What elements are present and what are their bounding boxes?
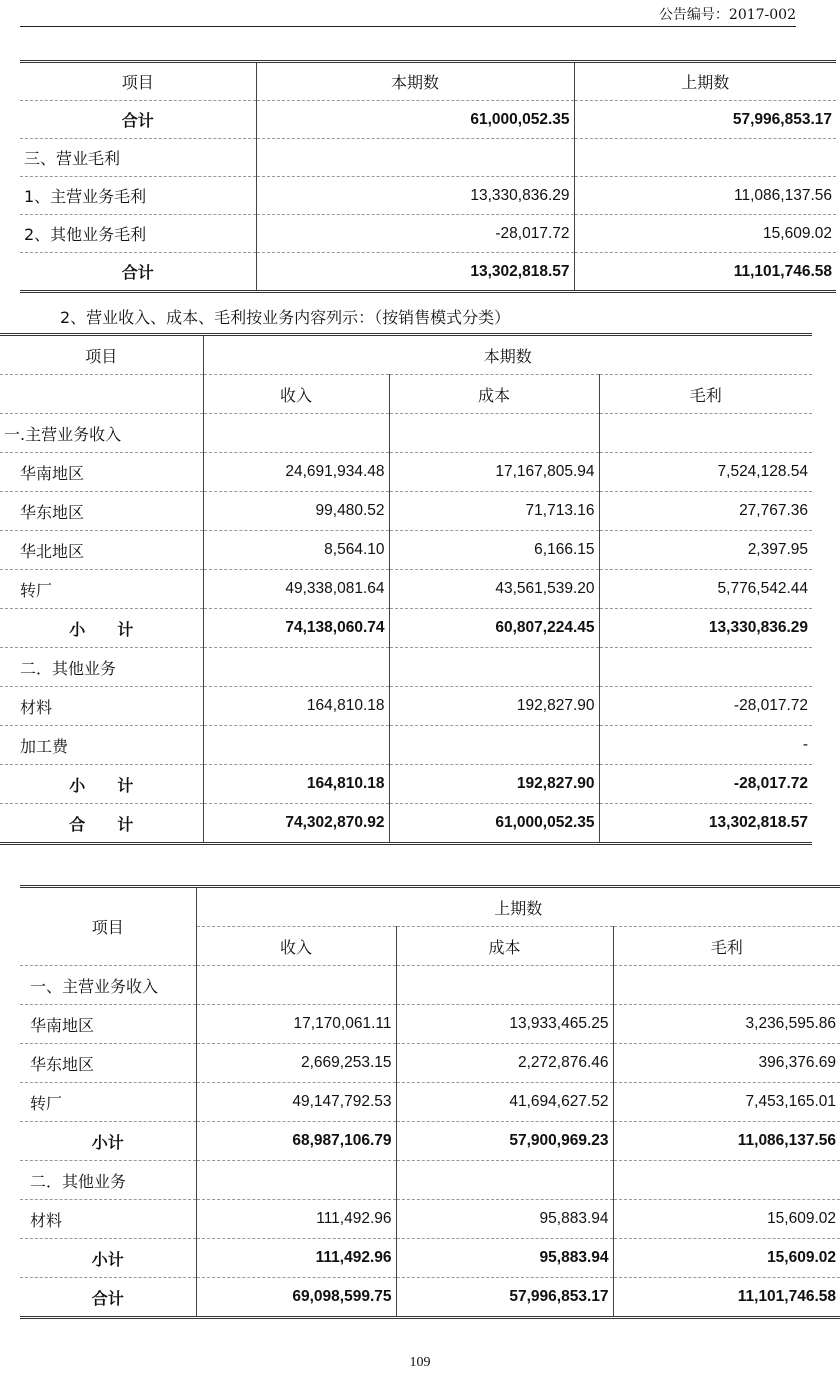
cell: 3,236,595.86 xyxy=(613,1005,840,1044)
cell: 2,397.95 xyxy=(599,531,812,570)
cell xyxy=(196,1161,396,1200)
cell: 57,900,969.23 xyxy=(396,1122,613,1161)
table-row xyxy=(20,215,836,253)
cell: 17,170,061.11 xyxy=(196,1005,396,1044)
cell: 13,330,836.29 xyxy=(599,609,812,648)
cell: 74,302,870.92 xyxy=(203,804,389,844)
section-caption: 2、营业收入、成本、毛利按业务内容列示：（按销售模式分类） xyxy=(60,308,511,327)
cell: 61,000,052.35 xyxy=(256,101,574,139)
cell: -28,017.72 xyxy=(599,687,812,726)
cell: 2,272,876.46 xyxy=(396,1044,613,1083)
table-row xyxy=(20,1083,840,1122)
row-label: 合计 xyxy=(20,253,256,292)
row-label: 一、主营业务收入 xyxy=(20,966,196,1005)
table-row xyxy=(0,414,812,453)
cell: 192,827.90 xyxy=(389,687,599,726)
row-label: 合 计 xyxy=(0,804,203,844)
cell: 49,338,081.64 xyxy=(203,570,389,609)
current-period-breakdown-table xyxy=(0,333,812,845)
row-label: 转厂 xyxy=(0,570,203,609)
cell: 61,000,052.35 xyxy=(389,804,599,844)
period-header: 本期数 xyxy=(203,335,812,375)
table-row xyxy=(20,177,836,215)
table-row xyxy=(20,966,840,1005)
cell: 41,694,627.52 xyxy=(396,1083,613,1122)
cell xyxy=(613,966,840,1005)
table-row xyxy=(0,687,812,726)
cell: 11,101,746.58 xyxy=(574,253,836,292)
row-label: 华东地区 xyxy=(0,492,203,531)
table-row xyxy=(20,1122,840,1161)
column-header: 收入 xyxy=(203,375,389,414)
row-label: 华南地区 xyxy=(0,453,203,492)
cell xyxy=(196,966,396,1005)
empty-cell xyxy=(0,375,203,414)
row-label: 小 计 xyxy=(0,765,203,804)
row-label: 小计 xyxy=(20,1239,196,1278)
cell xyxy=(396,1161,613,1200)
row-label: 合计 xyxy=(20,101,256,139)
cell: 60,807,224.45 xyxy=(389,609,599,648)
cell: 6,166.15 xyxy=(389,531,599,570)
table-row xyxy=(20,1161,840,1200)
column-header: 本期数 xyxy=(256,62,574,101)
row-label: 二．其他业务 xyxy=(0,648,203,687)
cell xyxy=(599,648,812,687)
row-label: 华南地区 xyxy=(20,1005,196,1044)
cell: 27,767.36 xyxy=(599,492,812,531)
table-header-row xyxy=(0,335,812,375)
column-header: 收入 xyxy=(196,927,396,966)
table-row xyxy=(20,101,836,139)
announcement-number: 公告编号：2017-002 xyxy=(658,7,796,23)
table-row xyxy=(0,570,812,609)
cell: 396,376.69 xyxy=(613,1044,840,1083)
row-label: 加工费 xyxy=(0,726,203,765)
cell: 68,987,106.79 xyxy=(196,1122,396,1161)
table-row xyxy=(0,765,812,804)
cell: 57,996,853.17 xyxy=(574,101,836,139)
row-label: 华东地区 xyxy=(20,1044,196,1083)
cell xyxy=(203,726,389,765)
table-row xyxy=(20,1005,840,1044)
row-label: 一.主营业务收入 xyxy=(0,414,203,453)
table-row xyxy=(0,453,812,492)
cell: 13,933,465.25 xyxy=(396,1005,613,1044)
table-row xyxy=(20,1278,840,1318)
column-header: 毛利 xyxy=(599,375,812,414)
cell: 15,609.02 xyxy=(613,1239,840,1278)
table-subheader-row xyxy=(0,375,812,414)
cell: 8,564.10 xyxy=(203,531,389,570)
cell: 111,492.96 xyxy=(196,1239,396,1278)
cell: 69,098,599.75 xyxy=(196,1278,396,1318)
cell xyxy=(574,139,836,177)
gross-profit-summary-table xyxy=(20,60,836,293)
cell xyxy=(396,966,613,1005)
table-header-row xyxy=(20,887,840,927)
table-header-row xyxy=(20,62,836,101)
cell: 43,561,539.20 xyxy=(389,570,599,609)
table-row xyxy=(20,1200,840,1239)
table-row xyxy=(20,1044,840,1083)
cell: 11,086,137.56 xyxy=(574,177,836,215)
cell: 164,810.18 xyxy=(203,765,389,804)
cell: -28,017.72 xyxy=(256,215,574,253)
cell: 95,883.94 xyxy=(396,1239,613,1278)
row-label: 小 计 xyxy=(0,609,203,648)
table-row xyxy=(0,726,812,765)
page-number: 109 xyxy=(409,1355,431,1370)
row-label: 小计 xyxy=(20,1122,196,1161)
cell: 111,492.96 xyxy=(196,1200,396,1239)
cell xyxy=(203,414,389,453)
cell: 2,669,253.15 xyxy=(196,1044,396,1083)
header-rule xyxy=(20,26,796,27)
cell xyxy=(256,139,574,177)
table-row xyxy=(0,492,812,531)
cell: 192,827.90 xyxy=(389,765,599,804)
cell: 17,167,805.94 xyxy=(389,453,599,492)
table-row xyxy=(20,253,836,292)
cell: 15,609.02 xyxy=(613,1200,840,1239)
table-row xyxy=(20,1239,840,1278)
column-header: 项目 xyxy=(20,62,256,101)
cell: -28,017.72 xyxy=(599,765,812,804)
cell: 49,147,792.53 xyxy=(196,1083,396,1122)
row-label: 1、主营业务毛利 xyxy=(20,177,256,215)
cell: 13,302,818.57 xyxy=(256,253,574,292)
cell xyxy=(389,726,599,765)
cell: 24,691,934.48 xyxy=(203,453,389,492)
prior-period-breakdown-table xyxy=(20,885,840,1319)
table-row xyxy=(20,139,836,177)
row-label: 二．其他业务 xyxy=(20,1161,196,1200)
row-label: 华北地区 xyxy=(0,531,203,570)
cell xyxy=(599,414,812,453)
cell xyxy=(203,648,389,687)
row-label: 材料 xyxy=(20,1200,196,1239)
cell: 57,996,853.17 xyxy=(396,1278,613,1318)
cell: - xyxy=(599,726,812,765)
row-label: 2、其他业务毛利 xyxy=(20,215,256,253)
cell: 5,776,542.44 xyxy=(599,570,812,609)
cell xyxy=(389,414,599,453)
cell: 164,810.18 xyxy=(203,687,389,726)
page-header xyxy=(0,0,840,32)
cell: 13,330,836.29 xyxy=(256,177,574,215)
table-row xyxy=(0,648,812,687)
row-label: 材料 xyxy=(0,687,203,726)
column-header: 项目 xyxy=(0,335,203,375)
cell: 95,883.94 xyxy=(396,1200,613,1239)
cell: 71,713.16 xyxy=(389,492,599,531)
table-row xyxy=(0,609,812,648)
column-header: 成本 xyxy=(396,927,613,966)
column-header: 成本 xyxy=(389,375,599,414)
column-header: 毛利 xyxy=(613,927,840,966)
column-header: 项目 xyxy=(20,887,196,966)
cell: 11,101,746.58 xyxy=(613,1278,840,1318)
row-label: 合计 xyxy=(20,1278,196,1318)
cell: 15,609.02 xyxy=(574,215,836,253)
row-label: 转厂 xyxy=(20,1083,196,1122)
period-header: 上期数 xyxy=(196,887,840,927)
cell: 7,453,165.01 xyxy=(613,1083,840,1122)
cell xyxy=(389,648,599,687)
cell: 11,086,137.56 xyxy=(613,1122,840,1161)
cell: 13,302,818.57 xyxy=(599,804,812,844)
cell xyxy=(613,1161,840,1200)
row-label: 三、营业毛利 xyxy=(20,139,256,177)
cell: 7,524,128.54 xyxy=(599,453,812,492)
table-row xyxy=(0,804,812,844)
cell: 99,480.52 xyxy=(203,492,389,531)
table-row xyxy=(0,531,812,570)
column-header: 上期数 xyxy=(574,62,836,101)
cell: 74,138,060.74 xyxy=(203,609,389,648)
